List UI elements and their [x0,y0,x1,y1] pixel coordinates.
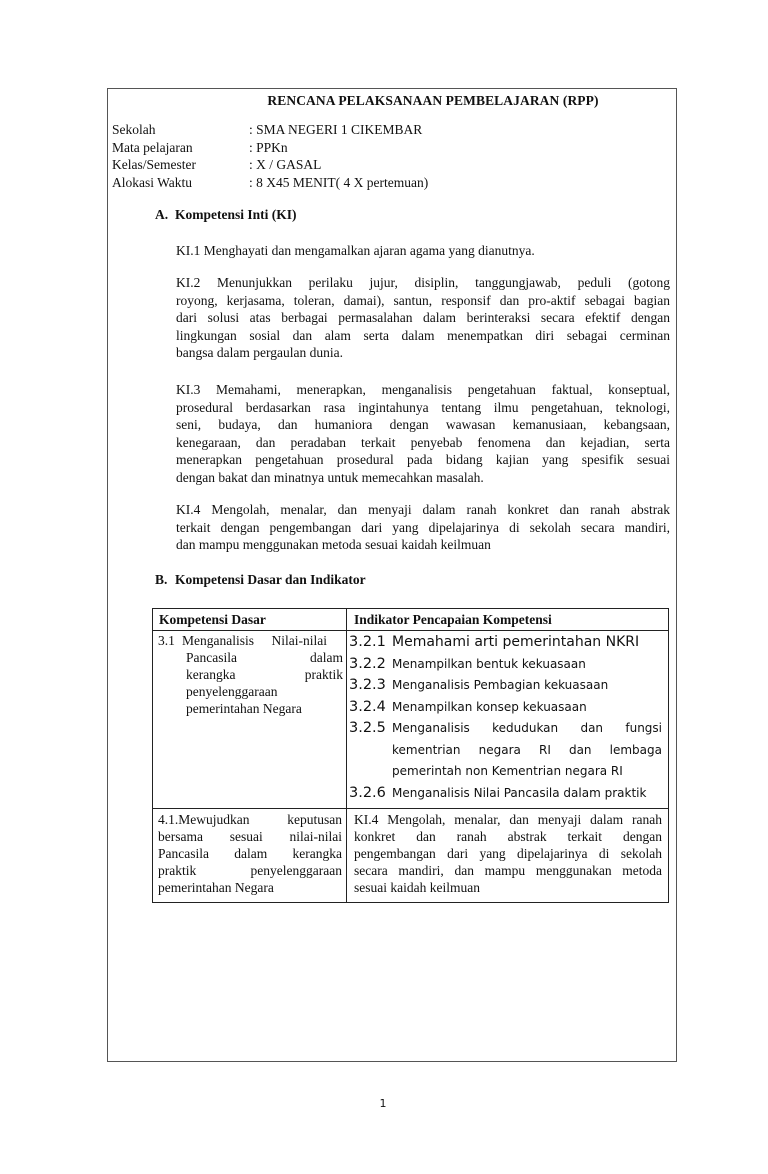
paragraph-line: lingkungan sosial dan alam serta dalam menempatkan diri sebagai cerminan [176,327,670,343]
indicator-item [349,718,662,783]
indicator-item [349,632,662,654]
kd-line: 4.1.Mewujudkan keputusan [158,812,342,827]
paragraph-line: prosedural berdasarkan rasa ingintahunya tentang ilmu pengetahuan, teknologi, [176,399,670,415]
indicator-line: Menampilkan bentuk kekuasaan [392,656,586,671]
section-b-heading [155,572,366,588]
meta-value: : PPKn [249,139,288,155]
kd-line: Pancasila dalam kerangka [158,846,342,861]
paragraph-line: KI.2 Menunjukkan perilaku jujur, disiplin, tanggungjawab, peduli (gotong [176,275,670,290]
ki1-paragraph [176,242,670,260]
kd-line: pemerintahan Negara [158,880,274,895]
paragraph-line: KI.3 Memahami, menerapkan, menganalisis pengetahuan faktual, konseptual, [176,382,670,397]
indicator-number: 3.2.1 [349,634,386,650]
ki4-line: pengembangan dari yang dipelajarinya di sekolah [354,846,662,861]
indicator-line: Menampilkan konsep kekuasaan [392,699,587,714]
meta-label: Mata pelajaran [112,139,193,155]
indicator-text [392,697,662,719]
ki4-paragraph [176,501,670,554]
section-title: Kompetensi Inti (KI) [175,207,297,222]
paragraph-line: terkait dengan pengembangan dari yang dipelajarinya di sekolah secara mandiri, [176,519,670,535]
meta-row-school [112,121,428,139]
header-kompetensi-dasar: Kompetensi Dasar [153,609,347,631]
kd-line: bersama sesuai nilai-nilai [158,829,342,844]
meta-row-time [112,174,428,192]
indicator-line: Menganalisis Nilai Pancasila dalam praktik [392,785,647,800]
table-row [153,809,669,903]
indicator-text [392,783,662,805]
indicator-item [349,675,662,697]
indicator-item [349,783,662,805]
meta-value: : 8 X45 MENIT( 4 X pertemuan) [249,174,429,190]
paragraph-line: dengan bakat dan minatnya untuk memecahkan masalah. [176,469,484,485]
section-letter: B. [155,572,168,587]
ki4-line: konkret dan ranah abstrak terkait dengan [354,829,662,844]
paragraph-line: bangsa dalam pergaulan dunia. [176,345,343,360]
meta-row-subject [112,139,428,157]
kd-4-1-cell [153,809,347,903]
document-title: RENCANA PELAKSANAAN PEMBELAJARAN (RPP) [267,93,599,108]
meta-label: Kelas/Semester [112,157,196,172]
paragraph-line: KI.1 Menghayati dan mengamalkan ajaran agama yang dianutnya. [176,243,535,258]
paragraph-line: KI.4 Mengolah, menalar, dan menyaji dalam ranah konkret dan ranah abstrak [176,502,670,517]
indicator-number: 3.2.3 [349,677,386,693]
meta-value: : SMA NEGERI 1 CIKEMBAR [249,122,423,137]
kd-line [158,632,343,649]
ki3-paragraph [176,381,670,486]
paragraph-line: kenegaraan, dan peradaban terkait penyebab fenomena dan kejadian, serta [176,434,670,450]
indicator-number: 3.2.2 [349,655,386,672]
competency-table [152,608,669,903]
page-number: 1 [379,1097,387,1110]
section-title: Kompetensi Dasar dan Indikator [175,572,366,587]
meta-value: : X / GASAL [249,157,322,172]
meta-block [112,121,428,191]
indicator-number: 3.2.5 [349,720,386,736]
meta-row-class [112,156,428,174]
indicator-line: kementrian negara RI dan lembaga [392,742,662,757]
indicator-text [392,654,662,676]
paragraph-line: seni, budaya, dan humaniora dengan wawasan kemanusiaan, kebangsaan, [176,417,670,432]
kd-line: kerangka praktik [186,667,343,682]
kd-line: praktik penyelenggaraan [158,863,342,878]
ki4-line: secara mandiri, dan mampu menggunakan metoda [354,863,662,878]
kd-line: pemerintahan Negara [186,701,302,716]
meta-label: Sekolah [112,122,156,137]
kd-3-1-cell [153,631,347,809]
indicator-line: Menganalisis Pembagian kekuasaan [392,678,609,692]
indicator-line: Menganalisis kedudukan dan fungsi [392,721,662,735]
indicator-line: Memahami arti pemerintahan NKRI [392,634,640,650]
header-indikator: Indikator Pencapaian Kompetensi [347,609,669,631]
indicator-item [349,654,662,676]
indicators-cell [347,631,669,809]
indicator-text [392,675,662,697]
section-a-heading [155,207,297,223]
kd-text: Menganalisis Nilai-nilai [182,633,327,648]
indicator-number: 3.2.4 [349,698,386,715]
table-header-row [153,609,669,631]
kd-line: penyelenggaraan [186,684,278,699]
indicator-number: 3.2.6 [349,784,386,801]
indicator-item [349,697,662,719]
paragraph-line: dan mampu menggunakan metoda sesuai kaidah keilmuan [176,537,491,552]
indicator-line: pemerintah non Kementrian negara RI [392,764,623,778]
table-row [153,631,669,809]
section-letter: A. [155,207,169,222]
indicator-text [392,632,662,654]
meta-label: Alokasi Waktu [112,174,193,190]
kd-line: Pancasila dalam [186,650,343,665]
ki4-line: sesuai kaidah keilmuan [354,880,480,895]
indicator-text [392,718,662,783]
paragraph-line: dari solusi atas berbagai permasalahan dalam berinteraksi secara efektif dengan [176,310,670,325]
ki4-line: KI.4 Mengolah, menalar, dan menyaji dalam ranah [354,812,662,827]
kd-number: 3.1 [158,633,175,648]
ki2-paragraph [176,274,670,362]
paragraph-line: royong, kerjasama, toleran, damai), santun, responsif dan pro-aktif sebagai bagian [176,292,670,308]
paragraph-line: menerapkan pengetahuan prosedural pada bidang kajian yang spesifik sesuai [176,452,670,467]
ki4-cell [347,809,669,903]
